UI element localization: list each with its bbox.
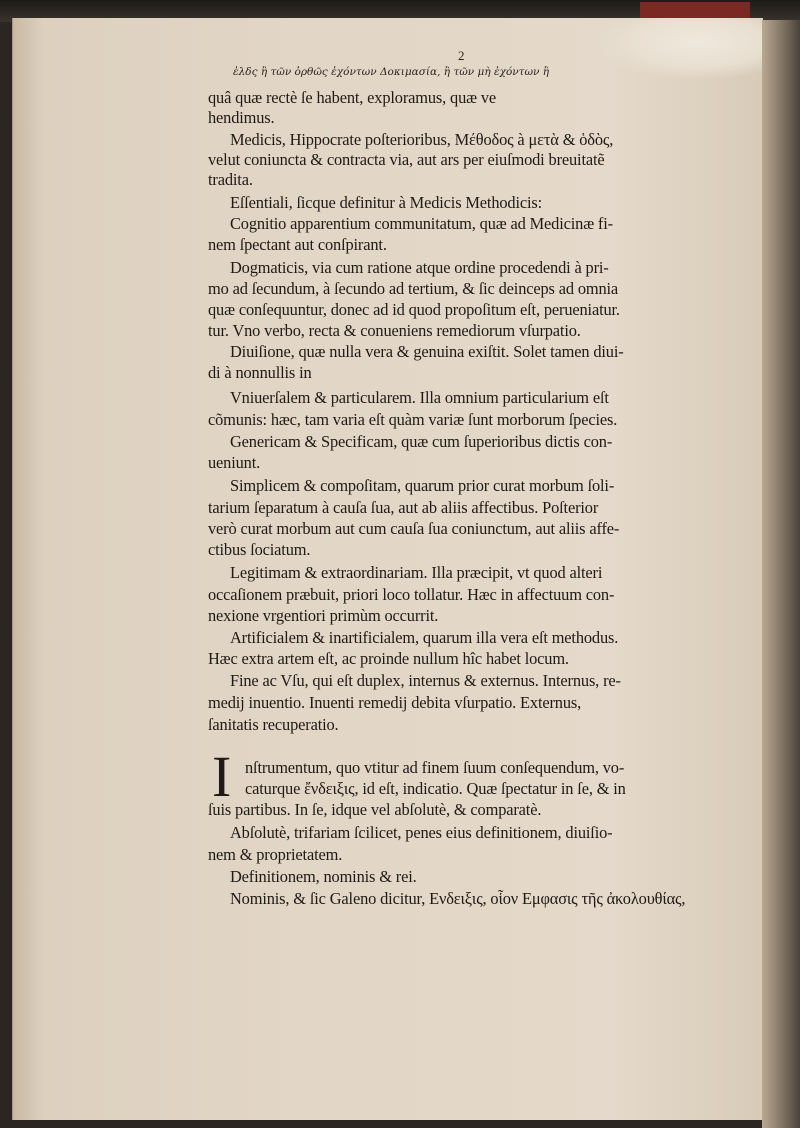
text-line: verò curat morbum aut cum cauſa ſua coniunctum, aut aliis affe- xyxy=(208,519,620,538)
text-line: tradita. xyxy=(208,170,253,189)
text-line: ſanitatis recuperatio. xyxy=(208,715,339,734)
text-line: quæ conſequuntur, donec ad id quod propoſitum eſt, perueniatur. xyxy=(208,300,620,319)
text-line: hendimus. xyxy=(208,108,275,127)
text-line: medij inuentio. Inuenti remedij debita vſurpatio. Externus, xyxy=(208,693,582,712)
text-line: Medicis, Hippocrate poſterioribus, Μέθοδος à μετὰ & ὁδὸς, xyxy=(230,130,614,149)
text-line: Abſolutè, trifariam ſcilicet, penes eius definitionem, diuiſio- xyxy=(230,823,613,842)
text-line: quâ quæ rectè ſe habent, exploramus, quæ ve xyxy=(208,88,497,107)
text-line: Dogmaticis, via cum ratione atque ordine procedendi à pri- xyxy=(230,258,609,277)
text-line: caturque ἔνδειξις, id eſt, indicatio. Quæ ſpectatur in ſe, & in xyxy=(245,779,626,798)
text-line: ueniunt. xyxy=(208,453,261,472)
text-line: occaſionem præbuit, priori loco tollatur. Hæc in affectuum con- xyxy=(208,585,615,604)
text-line: cõmunis: hæc, tam varia eſt quàm variæ ſunt morborum ſpecies. xyxy=(208,410,618,429)
text-line: Vniuerſalem & particularem. Illa omnium particularium eſt xyxy=(230,388,609,407)
text-line: tur. Vno verbo, recta & conueniens remediorum vſurpatio. xyxy=(208,321,581,340)
text-line: Genericam & Specificam, quæ cum ſuperioribus dictis con- xyxy=(230,432,613,451)
text-line: mo ad ſecundum, à ſecundo ad tertium, & ſic deinceps ad omnia xyxy=(208,279,619,298)
text-line: nſtrumentum, quo vtitur ad finem ſuum conſequendum, vo- xyxy=(245,758,625,777)
text-line: tarium ſeparatum à cauſa ſua, aut ab aliis affectibus. Poſterior xyxy=(208,498,599,517)
text-line: nem & proprietatem. xyxy=(208,845,343,864)
text-line: nexione vrgentiori primùm occurrit. xyxy=(208,606,439,625)
text-line: Diuiſione, quæ nulla vera & genuina exiſtit. Solet tamen diui- xyxy=(230,342,624,361)
header-greek-line: ἐλδς ἢ τῶν ὀρθῶς ἐχόντων Δοκιμασία, ἢ τῶν μὴ ἐχόντων ἢ xyxy=(233,66,550,78)
text-line: nem ſpectant aut conſpirant. xyxy=(208,235,387,254)
page-edge-shadow xyxy=(762,20,800,1128)
text-line: Fine ac Vſu, qui eſt duplex, internus & externus. Internus, re- xyxy=(230,671,621,690)
text-line: Cognitio apparentium communitatum, quæ ad Medicinæ fi- xyxy=(230,214,613,233)
text-line: velut coniuncta & contracta via, aut ars per eiuſmodi breuitatẽ xyxy=(208,150,605,169)
text-line: di à nonnullis in xyxy=(208,363,312,382)
text-line: Definitionem, nominis & rei. xyxy=(230,867,417,886)
text-line: Simplicem & compoſitam, quarum prior curat morbum ſoli- xyxy=(230,476,615,495)
text-line: Hæc extra artem eſt, ac proinde nullum hîc habet locum. xyxy=(208,649,569,668)
text-line: ſuis partibus. In ſe, idque vel abſolutè, & comparatè. xyxy=(208,800,542,819)
text-line: Eſſentiali, ſicque definitur à Medicis Methodicis: xyxy=(230,193,543,212)
drop-cap: I xyxy=(212,744,232,809)
text-line: Nominis, & ſic Galeno dicitur, Ενδειξις, οἷον Εμφασις τῆς ἀκολουθίας, xyxy=(230,889,686,908)
text-line: ctibus ſociatum. xyxy=(208,540,311,559)
text-line: Artificialem & inartificialem, quarum illa vera eſt methodus. xyxy=(230,628,619,647)
text-line: Legitimam & extraordinariam. Illa præcipit, vt quod alteri xyxy=(230,563,603,582)
page-number: 2 xyxy=(458,48,465,63)
